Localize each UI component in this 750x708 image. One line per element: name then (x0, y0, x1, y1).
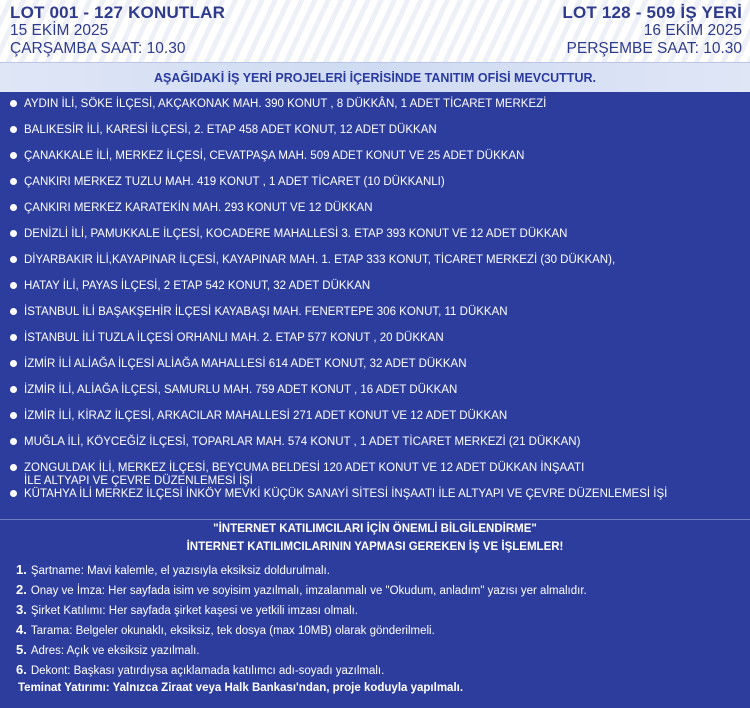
step-item: 4. Tarama: Belgeler okunaklı, eksiksiz, tek dosya (max 10MB) olarak gönderilmeli. (16, 622, 435, 637)
step-item: 5. Adres: Açık ve eksiksiz yazılmalı. (16, 642, 200, 657)
bullet-icon (10, 256, 17, 263)
step-item: 1. Şartname: Mavi kalemle, el yazısıyla eksiksiz doldurulmalı. (16, 562, 330, 577)
project-item: DENİZLİ İLİ, PAMUKKALE İLÇESİ, KOCADERE MAHALLESİ 3. ETAP 393 KONUT VE 12 ADET DÜKKAN (8, 228, 744, 254)
project-item: İZMİR İLİ ALİAĞA İLÇESİ ALİAĞA MAHALLESİ 614 ADET KONUT, 32 ADET DÜKKAN (8, 358, 744, 384)
project-item-continuation: İLE ALTYAPI VE ÇEVRE DÜZENLEMESİ İŞİ (24, 475, 254, 487)
step-item: 2. Onay ve İmza: Her sayfada isim ve soyisim yazılmalı, imzalanmalı ve "Okudum, anladım" yazısı yer almalıdır. (16, 582, 587, 597)
main-panel (0, 92, 750, 708)
bullet-icon (10, 386, 17, 393)
project-item: MUĞLA İLİ, KÖYCEĞİZ İLÇESİ, TOPARLAR MAH. 574 KONUT , 1 ADET TİCARET MERKEZİ (21 DÜKKAN) (8, 436, 744, 462)
project-item: İSTANBUL İLİ TUZLA İLÇESİ ORHANLI MAH. 2. ETAP 577 KONUT , 20 DÜKKAN (8, 332, 744, 358)
bullet-icon (10, 308, 17, 315)
bullet-icon (10, 178, 17, 185)
lot-housing-date: 15 EKİM 2025 (10, 22, 109, 39)
promo-office-notice (0, 62, 750, 93)
project-item: ÇANKIRI MERKEZ KARATEKİN MAH. 293 KONUT VE 12 DÜKKAN (8, 202, 744, 228)
project-item: DİYARBAKIR İLİ,KAYAPINAR İLÇESİ, KAYAPINAR MAH. 1. ETAP 333 KONUT, TİCARET MERKEZİ (30 DÜKKAN), (8, 254, 744, 280)
step-item: 3. Şirket Katılımı: Her sayfada şirket kaşesi ve yetkili imzası olmalı. (16, 602, 359, 617)
bullet-icon (10, 334, 17, 341)
lot-workplace-date: 16 EKİM 2025 (643, 22, 742, 39)
project-item: ZONGULDAK İLİ, MERKEZ İLÇESİ, BEYCUMA BELDESİ 120 ADET KONUT VE 12 ADET DÜKKAN İNŞAATI İLE ALTYAPI VE ÇEVRE DÜZENLEMESİ İŞİ (8, 462, 744, 488)
bullet-icon (10, 490, 17, 497)
project-item: AYDIN İLİ, SÖKE İLÇESİ, AKÇAKONAK MAH. 390 KONUT , 8 DÜKKÂN, 1 ADET TİCARET MERKEZİ (8, 98, 744, 124)
bullet-icon (10, 412, 17, 419)
project-item: İZMİR İLİ, KİRAZ İLÇESİ, ARKACILAR MAHALLESİ 271 ADET KONUT VE 12 ADET DÜKKAN (8, 410, 744, 436)
bullet-icon (10, 360, 17, 367)
lot-housing-title: LOT 001 - 127 KONUTLAR (10, 3, 226, 22)
steps-list (16, 560, 740, 680)
section-divider (0, 519, 750, 520)
bullet-icon (10, 204, 17, 211)
info-title: "İNTERNET KATILIMCILARI İÇİN ÖNEMLİ BİLGİLENDİRME" (213, 523, 537, 535)
step-item: 6. Dekont: Başkası yatırdıysa açıklamada katılımcı adı-soyadı yazılmalı. (16, 662, 385, 677)
project-item: İSTANBUL İLİ BAŞAKŞEHİR İLÇESİ KAYABAŞI MAH. FENERTEPE 306 KONUT, 11 DÜKKAN (8, 306, 744, 332)
project-item: HATAY İLİ, PAYAS İLÇESİ, 2 ETAP 542 KONUT, 32 ADET DÜKKAN (8, 280, 744, 306)
notice-text: AŞAĞIDAKİ İŞ YERİ PROJELERİ İÇERİSİNDE TANITIM OFİSİ MEVCUTTUR. (154, 71, 596, 85)
lot-housing-time: ÇARŞAMBA SAAT: 10.30 (10, 40, 186, 57)
project-item: KÜTAHYA İLİ MERKEZ İLÇESİ İNKÖY MEVKİ KÜÇÜK SANAYİ SİTESİ İNŞAATI İLE ALTYAPI VE ÇEVRE DÜZENLEMESİ İŞİ (8, 488, 744, 514)
bullet-icon (10, 100, 17, 107)
project-item: ÇANKIRI MERKEZ TUZLU MAH. 419 KONUT , 1 ADET TİCARET (10 DÜKKANLI) (8, 176, 744, 202)
project-item: ÇANAKKALE İLİ, MERKEZ İLÇESİ, CEVATPAŞA MAH. 509 ADET KONUT VE 25 ADET DÜKKAN (8, 150, 744, 176)
project-list (8, 98, 744, 514)
bullet-icon (10, 282, 17, 289)
bullet-icon (10, 438, 17, 445)
deposit-note: Teminat Yatırımı: Yalnızca Ziraat veya Halk Bankası'ndan, proje koduyla yapılmalı. (18, 682, 464, 694)
bullet-icon (10, 464, 17, 471)
lot-housing-info (10, 4, 225, 58)
header (0, 0, 750, 62)
bullet-icon (10, 126, 17, 133)
project-item: BALIKESİR İLİ, KARESİ İLÇESİ, 2. ETAP 458 ADET KONUT, 12 ADET DÜKKAN (8, 124, 744, 150)
lot-workplace-title: LOT 128 - 509 İŞ YERİ (562, 3, 742, 22)
lot-workplace-info (562, 4, 742, 58)
bullet-icon (10, 230, 17, 237)
lot-workplace-time: PERŞEMBE SAAT: 10.30 (566, 40, 742, 57)
project-item: İZMİR İLİ, ALİAĞA İLÇESİ, SAMURLU MAH. 759 ADET KONUT , 16 ADET DÜKKAN (8, 384, 744, 410)
info-subtitle: İNTERNET KATILIMCILARININ YAPMASI GEREKEN İŞ VE İŞLEMLER! (186, 541, 564, 553)
bullet-icon (10, 152, 17, 159)
